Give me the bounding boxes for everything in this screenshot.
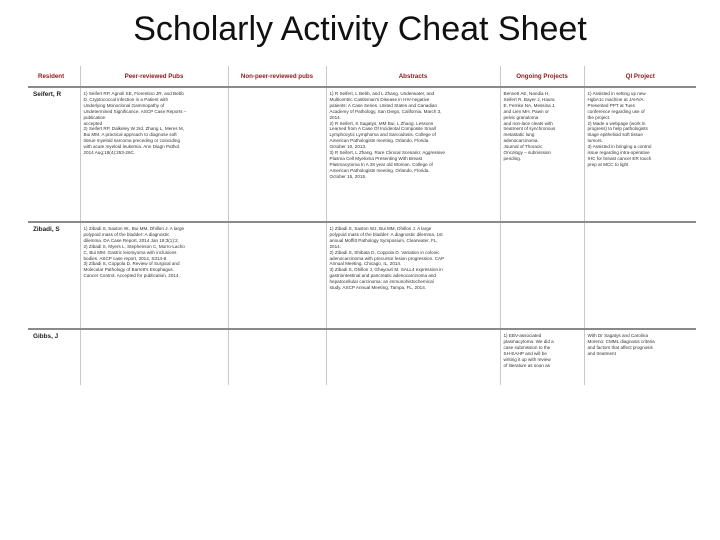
- cell-text-line: triage epithelioid soft tissue: [587, 132, 643, 138]
- cell-text-line: 1) Assisted in setting up new: [587, 91, 646, 96]
- non-peer-reviewed-cell: [228, 329, 326, 385]
- cell-text-line: 2) Zibadi S, Myers L, Stephenson C, Murro-Lacho: [83, 243, 185, 249]
- cell-text-line: Molecular Pathology of Barrett's Esophagus.: [83, 267, 175, 273]
- ongoing-projects-cell: [500, 222, 584, 329]
- cell-text-line: Multicentric Castleman's Disease in HIV-negative: [329, 96, 430, 102]
- cell-text-line: accepted: [83, 120, 103, 126]
- cell-text-line: annual Moffitt Pathology Symposium, Clearwater, FL,: [329, 237, 438, 243]
- cell-text-line: tissue myeloid sarcoma preceding or coinciding: [83, 138, 181, 144]
- page-title: Scholarly Activity Cheat Sheet: [133, 10, 587, 48]
- cell-text-line: American Pathologists meeting. Orlando, Florida.: [329, 167, 430, 173]
- cell-text-line: E, Fernke NA, Messina J,: [503, 102, 556, 108]
- cell-text-line: 2) R Seifert, S Sagatys, MM Bui, L Zhang. Lessons: [329, 120, 434, 126]
- cell-text-line: 3) Assisted in bringing a control: [587, 144, 652, 150]
- cell-text-line: and treatment: [587, 350, 616, 356]
- table-row: [28, 87, 696, 222]
- cell-text-line: Bennett AE, Nandia H,: [503, 91, 550, 96]
- ongoing-projects-cell: [500, 329, 584, 385]
- cell-text-line: gastrointestinal and pancreatic adenocarcinoma and: [329, 273, 436, 279]
- cell-text-line: Cancer Control. Accepted for publication, 2014.: [83, 273, 180, 279]
- cell-text-line: 1) Seifert RP, Agnoli SE, Fiorentino JR, and Bebb: [83, 91, 184, 96]
- non-peer-reviewed-cell: [228, 87, 326, 222]
- cell-text-line: treatment of synchronous: [503, 126, 556, 132]
- cell-text-line: Oncology – submission: [503, 150, 551, 156]
- cell-text-line: and factors that affect prognosis: [587, 344, 653, 350]
- cell-text-line: SH-EAHP and will be: [503, 350, 547, 356]
- cell-text-line: 3) R Seifert, L Zhang. Rare Clinical Scenario: Aggressive: [329, 150, 445, 156]
- header-peer-reviewed: Peer-reviewed Pubs: [80, 66, 228, 87]
- cell-text-line: adenocarcinoma with precursor lesion progression. CAP: [329, 255, 445, 261]
- resident-name: Seifert, R: [28, 87, 80, 222]
- cell-text-line: pending.: [503, 155, 522, 161]
- resident-name: Zibadi, S: [28, 222, 80, 329]
- cell-text-line: D. Cryptococcal infection in a Patient with: [83, 96, 169, 102]
- header-row: [28, 66, 696, 87]
- cell-text-line: 2) Zibadi S, Shibata D, Coppola D. Variation in colonic: [329, 249, 440, 255]
- cell-text-line: plasmacytoma. We did a: [503, 338, 554, 344]
- cell-text-line: Annual Meeting, Chicago, IL, 2014.: [329, 261, 402, 267]
- cell-text-line: Bui MM. A practical approach to diagnose soft: [83, 132, 177, 138]
- cell-text-line: 1) EBV-associated: [503, 333, 542, 338]
- cell-text-line: polypoid mass of the bladder: A diagnostic dilemma. 1st: [329, 231, 443, 237]
- peer-reviewed-cell: [80, 87, 228, 222]
- cell-text-line: polypoid mass of the bladder: A diagnostic: [83, 231, 170, 237]
- qi-project-cell: [584, 329, 696, 385]
- cell-text-line: Moreno: CMML diagnosis criteria: [587, 338, 655, 344]
- cheat-sheet-table: [28, 66, 696, 385]
- cell-text-line: Undetermined Significance. ASCP Case Reports –: [83, 108, 187, 114]
- cell-text-line: and non-lace cleats with: [503, 120, 553, 126]
- cell-text-line: 1) Zibadi S, Saxton W., Bui MM, Dhillon J. A large: [83, 226, 185, 231]
- cell-text-line: prep at MCC to light: [587, 161, 629, 167]
- table-row: [28, 329, 696, 385]
- cell-text-line: Lymphocytic Lymphoma and Sarcoidosis. College of: [329, 132, 436, 138]
- cell-text-line: 2) Seifert RP, Dalkeley W 3rd, Zhang L, Meres M,: [83, 126, 185, 132]
- cell-text-line: the project.: [587, 114, 611, 120]
- cell-text-line: dilemma. DA Case Report, 2014 Jan 18;3(1):2.: [83, 237, 179, 243]
- cell-text-line: Seifert R, Bayer J, Haura: [503, 96, 555, 102]
- header-qi-project: QI Project: [584, 66, 696, 87]
- cell-text-line: Plasma Cell Myeloma Presenting With Breast: [329, 155, 423, 161]
- cell-text-line: metastatic lung: [503, 132, 535, 138]
- qi-project-cell: [584, 87, 696, 222]
- peer-reviewed-cell: [80, 222, 228, 329]
- cell-text-line: study. ASCP Annual Meeting, Tampa, FL, 2014.: [329, 285, 427, 291]
- cell-text-line: tumors.: [587, 138, 603, 144]
- cell-text-line: with acute myeloid leukemia. Ann Diagn Pathol.: [83, 144, 181, 150]
- ongoing-projects-cell: [500, 87, 584, 222]
- cell-text-line: 2014.: [329, 243, 341, 249]
- cell-text-line: Underlying Monoclonal Gammopathy of: [83, 102, 165, 108]
- cell-text-line: October 15, 2015.: [329, 173, 367, 179]
- cell-text-line: October 10, 2013.: [329, 144, 367, 150]
- table-row: [28, 222, 696, 329]
- cell-text-line: patients: A Case Series. United States and Canadian: [329, 102, 438, 108]
- cell-text-line: conference regarding use of: [587, 108, 645, 114]
- cell-text-line: Journal of Thoracic: [503, 144, 543, 150]
- cell-text-line: Academy of Pathology, San Diego, California. March 3,: [329, 108, 442, 114]
- non-peer-reviewed-cell: [228, 222, 326, 329]
- cell-text-line: hepatocellular carcinoma: an immunohistochemical: [329, 279, 434, 285]
- cell-text-line: 2014 Aug;18(4):253-26C.: [83, 150, 136, 156]
- peer-reviewed-cell: [80, 329, 228, 385]
- header-abstracts: Abstracts: [326, 66, 500, 87]
- cell-text-line: Learned from A Case Of Incidental Composite Small: [329, 126, 436, 132]
- cell-text-line: American Pathologists meeting. Orlando, Florida.: [329, 138, 430, 144]
- cell-text-line: of literature as soon as: [503, 362, 550, 368]
- cell-text-line: bodies. ASCP case report, 2014, S314-8.: [83, 255, 168, 261]
- cell-text-line: progress) to help pathologists: [587, 126, 648, 132]
- header-non-peer-reviewed: Non-peer-reviewed pubs: [228, 66, 326, 87]
- qi-project-cell: [584, 222, 696, 329]
- header-ongoing-projects: Ongoing Projects: [500, 66, 584, 87]
- cell-text-line: pelvic granuloma: [503, 114, 539, 120]
- cell-text-line: 1) R Seifert, L Bebb, and L Zhang. Underwater, and: [329, 91, 435, 96]
- cell-text-line: writing it up with review: [503, 356, 551, 362]
- cell-text-line: With Dr Sagatys and Carolina: [587, 333, 649, 338]
- cell-text-line: and Lien MH. Pawn or: [503, 108, 549, 114]
- cell-text-line: C, Bui MM. Gastric leiomyoma with inclusions: [83, 249, 177, 255]
- cell-text-line: 3) Zibadi S, Coppola D. Review of Surgical and: [83, 261, 180, 267]
- cell-text-line: Presented PPT at Tues: [587, 102, 635, 108]
- cell-text-line: 2) Made a webpage (work in: [587, 120, 646, 126]
- header-resident: Resident: [28, 66, 80, 87]
- cell-text-line: 1) Zibadi S, Saxton WJ, Bui MM, Dhillon J. A large: [329, 226, 432, 231]
- cell-text-line: Plasmacytoma In A 28 year old Woman. College of: [329, 161, 433, 167]
- cell-text-line: adenocarcinoma.: [503, 138, 539, 144]
- abstracts-cell: [326, 329, 500, 385]
- abstracts-cell: [326, 87, 500, 222]
- cell-text-line: issue regarding intra-operative: [587, 150, 650, 156]
- cell-text-line: publication: [83, 114, 106, 120]
- resident-name: Gibbs, J: [28, 329, 80, 385]
- cell-text-line: 3) Zibadi S, Dhillon J, Ghayouri M. SALL4 expression in: [329, 267, 443, 273]
- cell-text-line: IHC for breast cancer ER touch: [587, 155, 652, 161]
- cell-text-line: 2014.: [329, 114, 341, 120]
- cell-text-line: case submission to the: [503, 344, 551, 350]
- cell-text-line: HgbA1c machine at JAHVA.: [587, 96, 645, 102]
- abstracts-cell: [326, 222, 500, 329]
